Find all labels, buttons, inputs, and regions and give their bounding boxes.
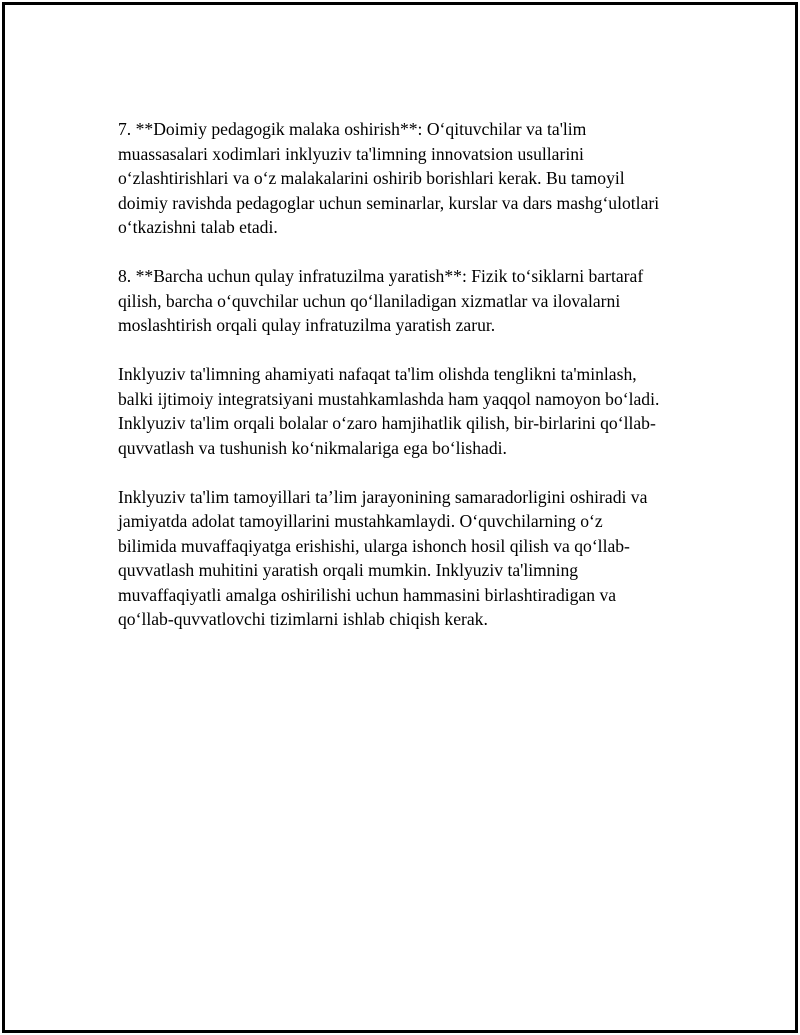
paragraph-conclusion: Inklyuziv ta'lim tamoyillari ta’lim jarayonining samaradorligini oshiradi va jamiyatda adolat tamoyillarini mustahkamlaydi. O‘quvchilarning o‘z bilimida muvaffaqiyatga erishishi, ularga ishonch hosil qilish va qo‘llab- quvvatlash muhitini yaratish orqali mumkin. Inklyuziv ta'limning muvaffaqiyatli amalga oshirilishi uchun hammasini birlashtiradigan va qo‘llab-quvvatlovchi tizimlarni ishlab chiqish kerak. [118, 486, 648, 629]
paragraph-importance: Inklyuziv ta'limning ahamiyati nafaqat ta'lim olishda tenglikni ta'minlash, balki ijtimoiy integratsiyani mustahkamlashda ham yaqqol namoyon bo‘ladi. Inklyuziv ta'lim orqali bolalar o‘zaro hamjihatlik qilish, bir-birlarini qo‘llab- quvvatlash va tushunish ko‘nikmalariga ega bo‘lishadi. [118, 364, 660, 458]
document-body [118, 117, 690, 656]
paragraph-principle-7: 7. **Doimiy pedagogik malaka oshirish**: O‘qituvchilar va ta'lim muassasalari xodimlari inklyuziv ta'limning innovatsion usullarini o‘zlashtirishlari va o‘z malakalarini oshirib borishlari kerak. Bu tamoyil doimiy ravishda pedagoglar uchun seminarlar, kurslar va dars mashg‘ulotlari o‘tkazishni talab etadi. [118, 119, 660, 237]
paragraph-principle-8: 8. **Barcha uchun qulay infratuzilma yaratish**: Fizik to‘siklarni bartaraf qilish, barcha o‘quvchilar uchun qo‘llaniladigan xizmatlar va ilovalarni moslashtirish orqali qulay infratuzilma yaratish zarur. [118, 266, 644, 335]
